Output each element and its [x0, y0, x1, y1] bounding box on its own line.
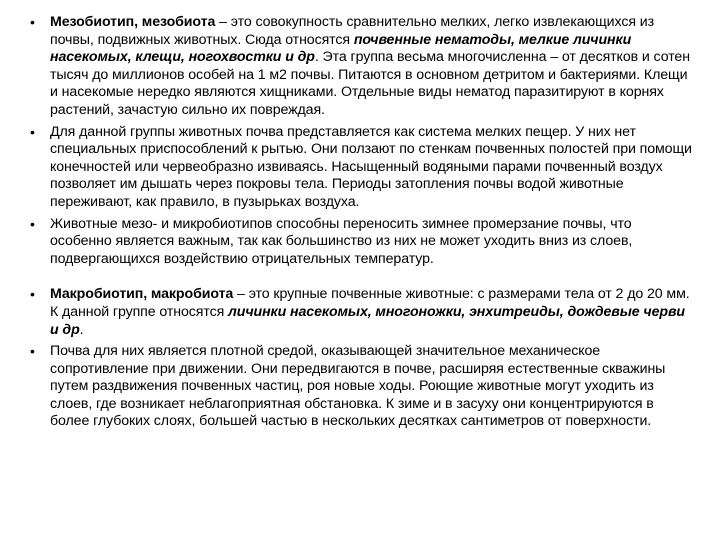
- bullet-text: Для данной группы животных почва представляется как система мелких пещер. У них нет специальных приспособлений к рытью. Они ползают по стенкам почвенных полостей при помощи конечностей или червеобразно извиваясь. Насыщенный водяными парами почвенный воздух позволяет им дышать через покровы тела. Периоды затопления почвы водой животные переживают, как правило, в пузырьках воздуха.: [50, 123, 692, 210]
- text-segment: .: [79, 321, 84, 338]
- bullet-icon: •: [30, 343, 35, 360]
- bullet-icon: •: [30, 215, 35, 232]
- bullet-text: Почва для них является плотной средой, оказывающей значительное механическое сопротивление при движении. Они передвигаются в почве, расширяя естественные скважины путем раздвижения почвенных частиц, роя новые ходы. Роющие животные могут уходить из слоев, где возникает неблагоприятная обстановка. К зиме и в засуху они концентрируются в более глубоких слоях, большей частью в нескольких десятках сантиметров от поверхности.: [50, 343, 666, 430]
- bullet-text: Животные мезо- и микробиотипов способны переносить зимнее промерзание почвы, что особенно является важным, так как большинство из них не может уходить вниз из слоев, подвергающихся воздействию отрицательных температур.: [50, 215, 633, 267]
- bullet-icon: •: [30, 14, 35, 30]
- term-mesobiota: Мезобиотип, мезобиота: [50, 14, 216, 30]
- bullet-mesobiota: [30, 14, 692, 120]
- bullet-list: [30, 14, 692, 431]
- bullet-icon: •: [30, 123, 35, 140]
- text-segment: – это крупные почвенные животные: с размерами тела от 2 до 20 мм. К данной группе относятся: [50, 286, 690, 320]
- bullet-freezing: [30, 216, 692, 269]
- text-segment: – это совокупность сравнительно мелких, легко извлекающихся из почвы, подвижных животных. Сюда относятся: [50, 14, 654, 48]
- bullet-macrobiota: [30, 286, 692, 339]
- emphasis-examples: почвенные нематоды, мелкие личинки насекомых, клещи, ногохвостки и др: [50, 31, 632, 66]
- emphasis-examples: личинки насекомых, многоножки, энхитреиды, дождевые черви и др: [50, 303, 685, 338]
- term-macrobiota: Макробиотип, макробиота: [50, 286, 234, 303]
- bullet-icon: •: [30, 286, 35, 303]
- text-segment: . Эта группа весьма многочисленна – от десятков и сотен тысяч до миллионов особей на 1 м2 почвы. Питаются в основном детритом и бактериями. Клещи и насекомые нередко являются хищниками. Отдельные виды нематод паразитируют в корнях растений, зачастую сильно их повреждая.: [50, 49, 690, 118]
- bullet-dense-medium: [30, 343, 692, 431]
- bullet-caves: [30, 124, 692, 212]
